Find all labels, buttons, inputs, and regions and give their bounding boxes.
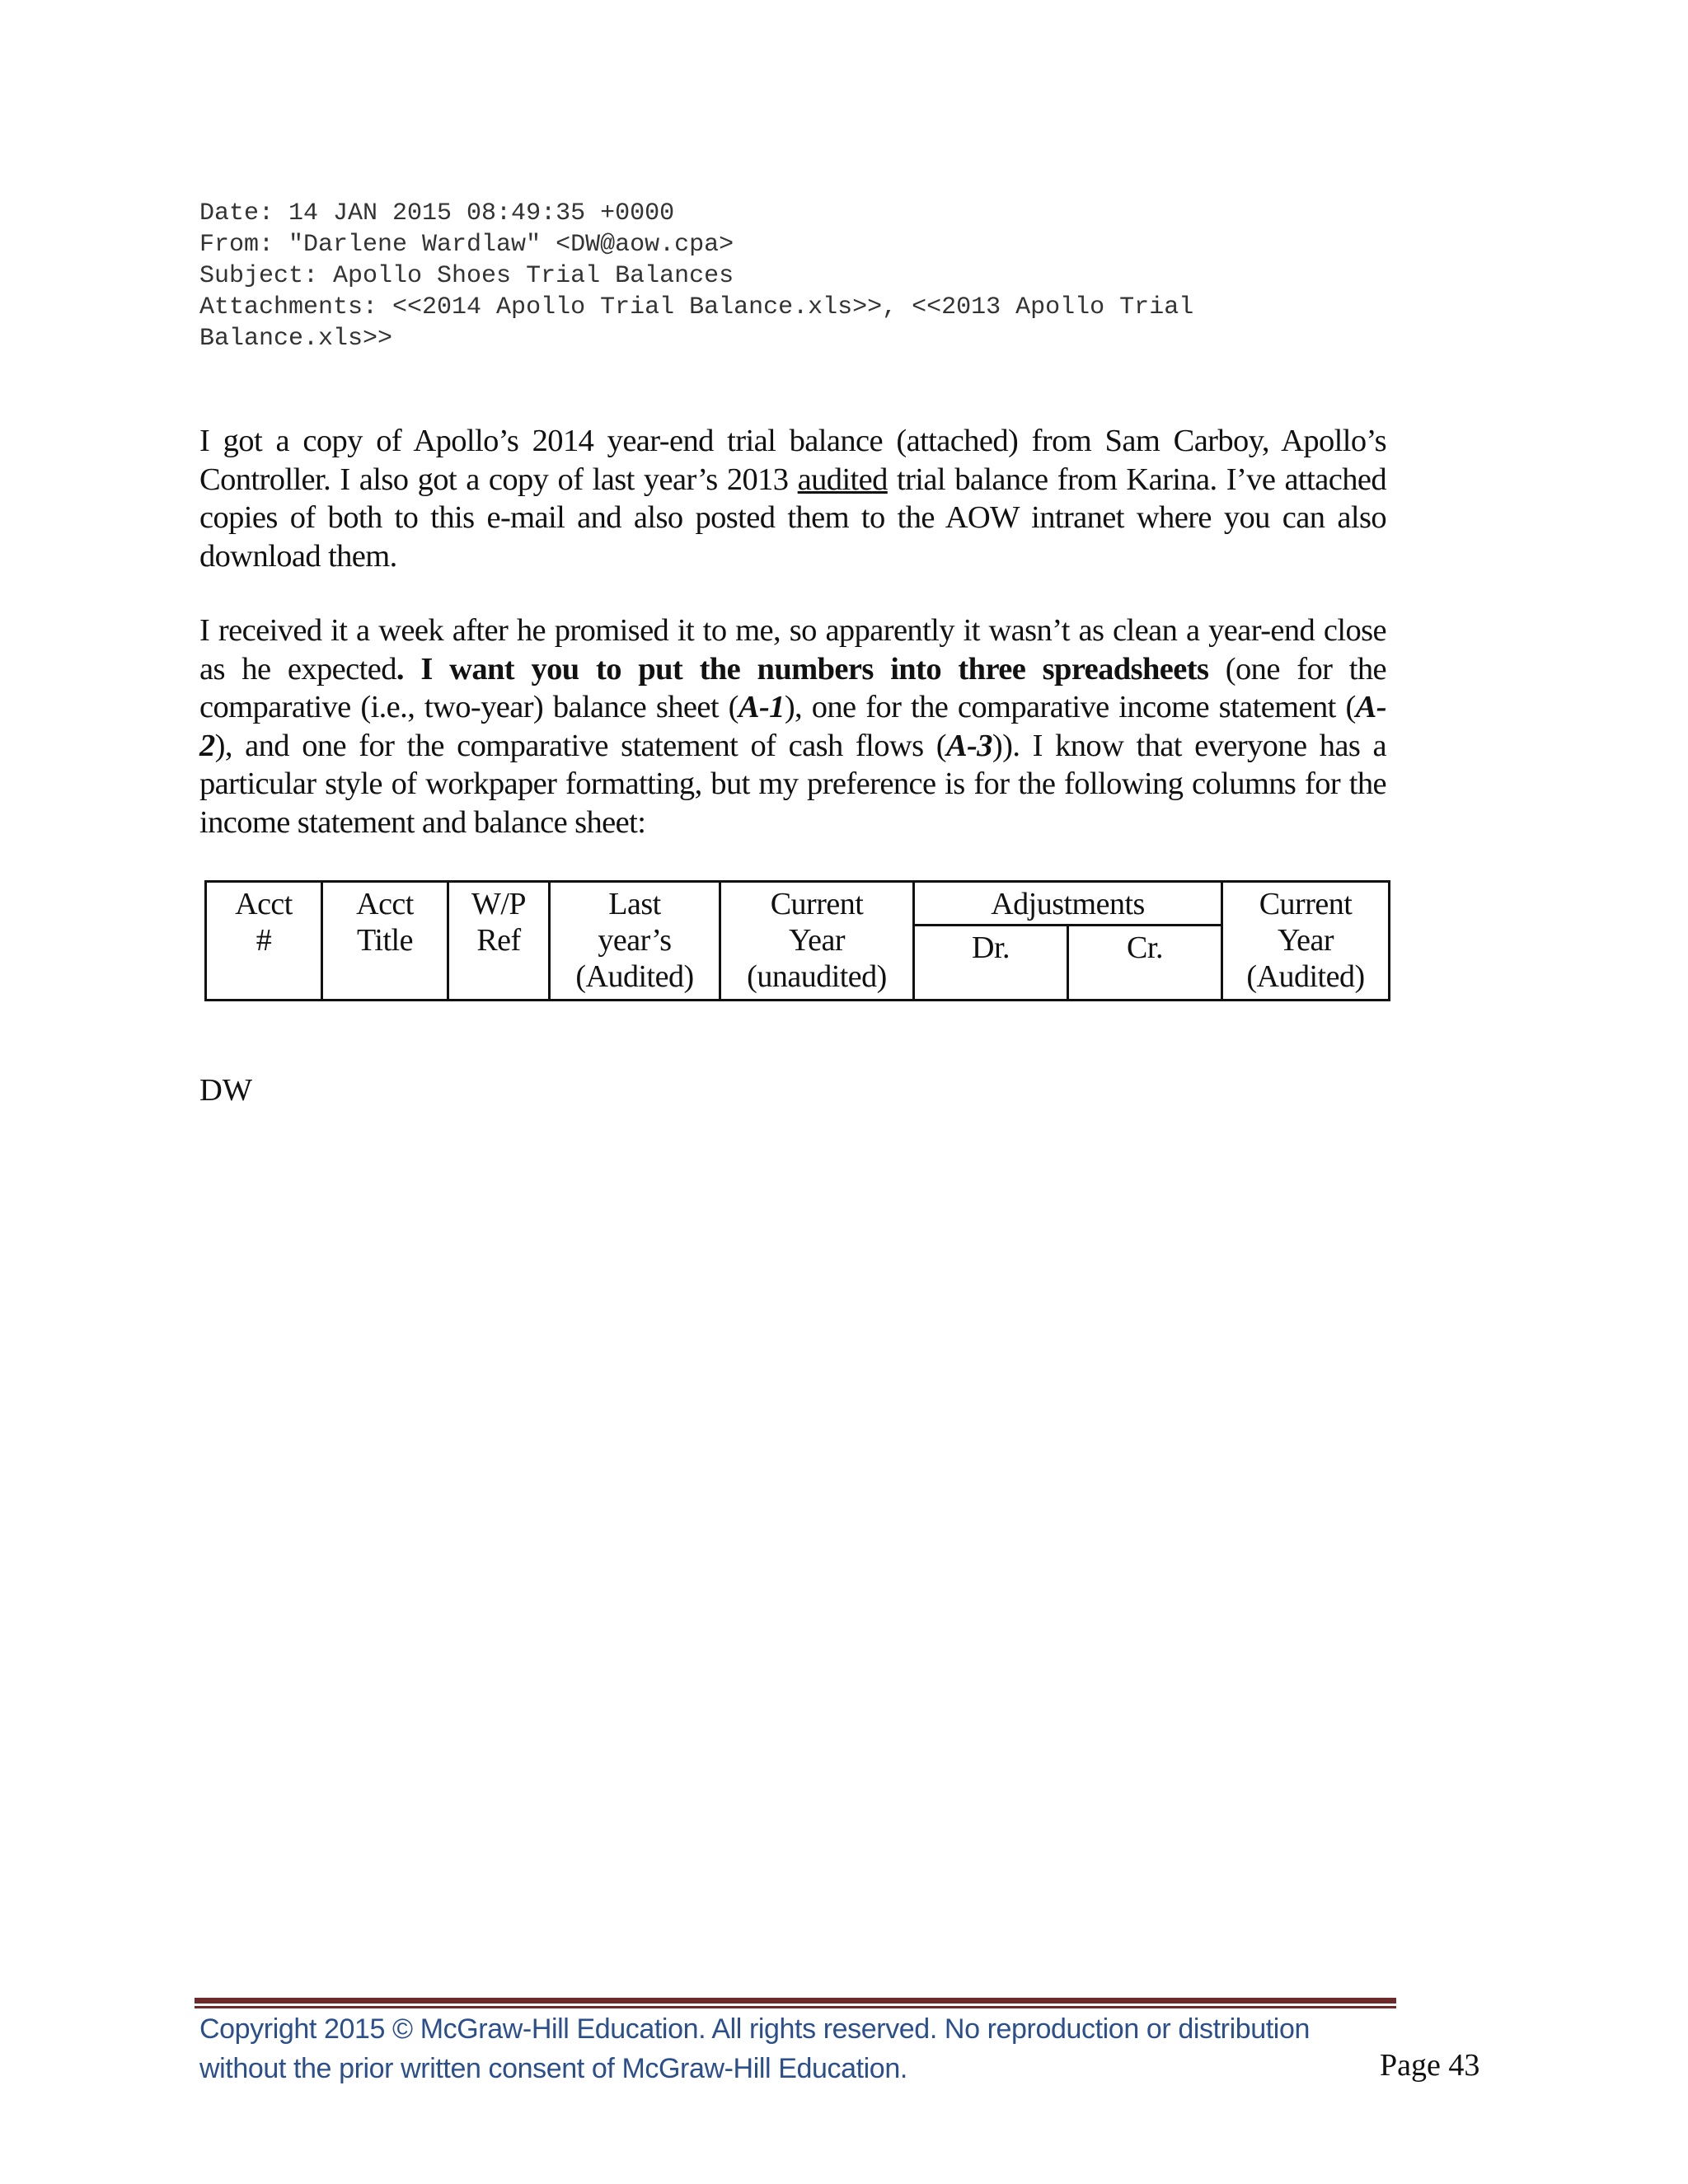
copyright-notice bbox=[199, 2009, 1403, 2088]
col-adjustments-dr: Dr. bbox=[914, 926, 1068, 1001]
para2-text-b: (one for the comparative (i.e., two-year) balance sheet ( bbox=[199, 651, 1386, 724]
ref-a2: A-2 bbox=[199, 690, 1386, 763]
email-attachments-cont: Balance.xls>> bbox=[199, 325, 393, 353]
signature: DW bbox=[199, 1073, 253, 1108]
copyright-line-2: without the prior written consent of McGraw-Hill Education. bbox=[199, 2053, 907, 2084]
para2-text-e: )). I know that everyone has a particular style of workpaper formatting, but my preference is for the following columns for the income statement and balance sheet: bbox=[199, 728, 1386, 840]
paragraph-instructions bbox=[199, 612, 1386, 841]
email-subject: Subject: Apollo Shoes Trial Balances bbox=[199, 262, 734, 290]
email-from: From: "Darlene Wardlaw" <DW@aow.cpa> bbox=[199, 231, 734, 259]
email-date: Date: 14 JAN 2015 08:49:35 +0000 bbox=[199, 199, 675, 227]
ref-a3: A-3 bbox=[945, 728, 992, 763]
para1-underlined-audited: audited bbox=[797, 462, 888, 497]
para1-text-b: trial balance from Karina. I’ve attached copies of both to this e-mail and also posted them to the AOW intranet where you can also download them. bbox=[199, 462, 1386, 574]
col-wp-ref: W/P Ref bbox=[448, 882, 550, 1001]
footer-divider bbox=[195, 1998, 1396, 2008]
col-current-year-unaudited: Current Year (unaudited) bbox=[720, 882, 914, 1001]
para2-bold-instruction: . I want you to put the numbers into three spreadsheets bbox=[396, 651, 1209, 687]
copyright-line-1: Copyright 2015 © McGraw-Hill Education. All rights reserved. No reproduction or distribution bbox=[199, 2013, 1310, 2045]
email-attachments: Attachments: <<2014 Apollo Trial Balance.xls>>, <<2013 Apollo Trial bbox=[199, 293, 1194, 321]
col-current-year-audited: Current Year (Audited) bbox=[1222, 882, 1390, 1001]
para2-text-d: ), and one for the comparative statement of cash flows ( bbox=[214, 728, 946, 763]
para1-text-a: I got a copy of Apollo’s 2014 year-end trial balance (attached) from Sam Carboy, Apollo’s Controller. I also got a copy of last year’s 2013 bbox=[199, 424, 1386, 497]
paragraph-trial-balance bbox=[199, 422, 1386, 575]
col-adjustments: Adjustments bbox=[914, 882, 1222, 926]
email-header bbox=[199, 198, 1353, 354]
workpaper-columns-table bbox=[204, 880, 1390, 1001]
col-acct-number: Acct # bbox=[206, 882, 322, 1001]
para2-text-c: ), one for the comparative income statement ( bbox=[784, 690, 1356, 724]
col-acct-title: Acct Title bbox=[322, 882, 448, 1001]
col-last-year-audited: Last year’s (Audited) bbox=[550, 882, 720, 1001]
ref-a1: A-1 bbox=[738, 690, 785, 724]
col-adjustments-cr: Cr. bbox=[1068, 926, 1222, 1001]
page-number: Page 43 bbox=[1380, 2048, 1480, 2083]
para2-text-a: I received it a week after he promised it to me, so apparently it wasn’t as clean a year-end close as he expected bbox=[199, 613, 1386, 687]
